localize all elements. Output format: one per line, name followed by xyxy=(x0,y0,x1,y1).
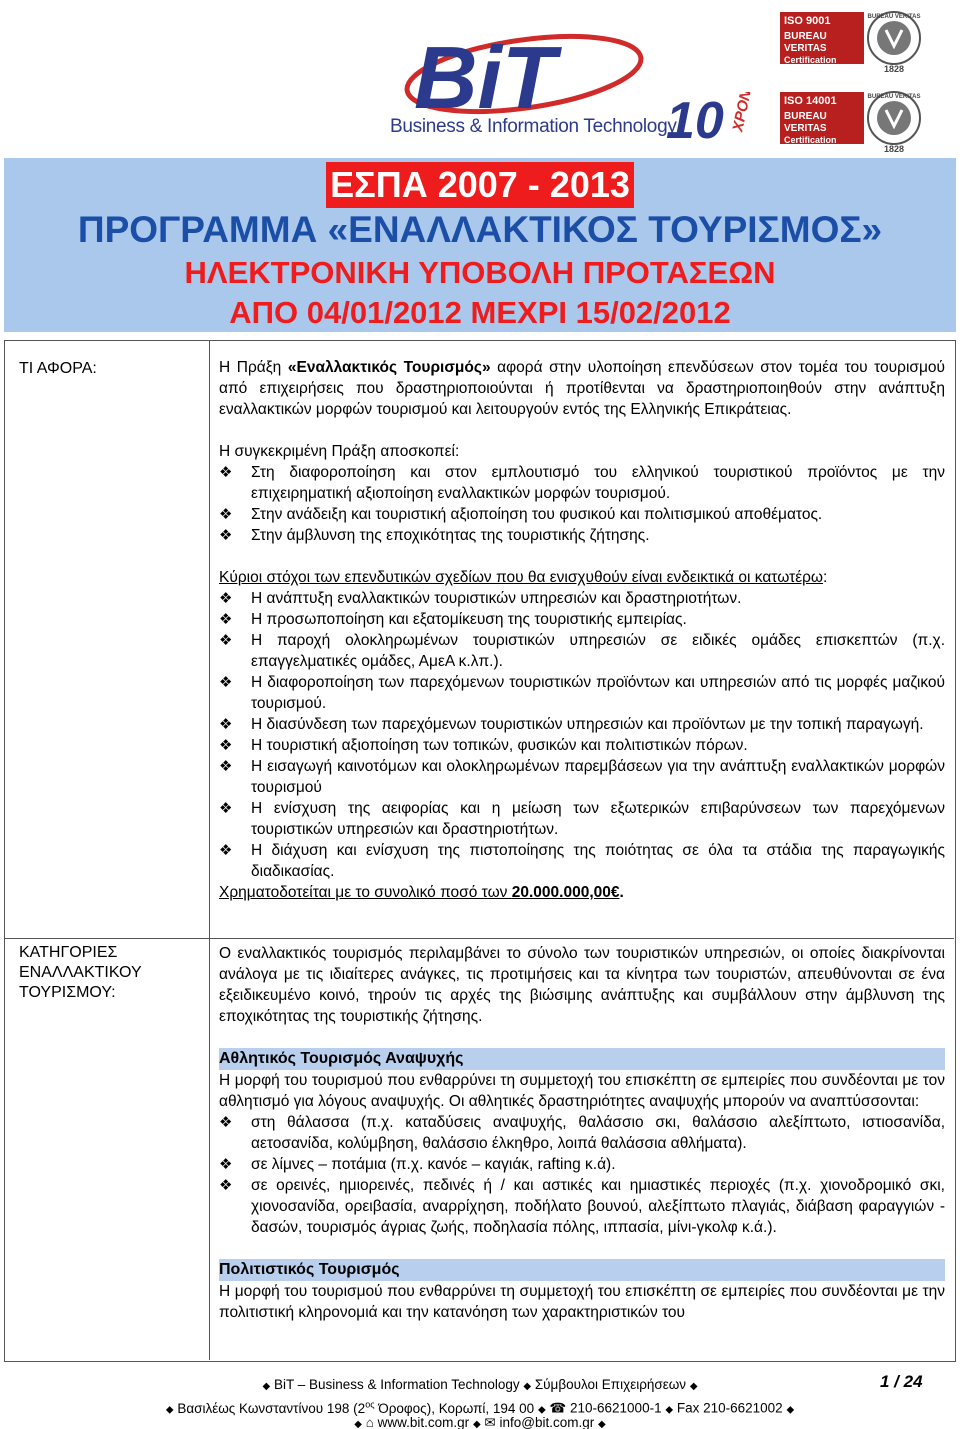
list-item: ❖ Η προσωποποίηση και εξατομίκευση της τουριστικής εμπειρίας. xyxy=(219,611,687,628)
four-diamond-bullet-icon: ❖ xyxy=(219,506,233,523)
list-item: ❖ σε λίμνες – ποτάμια (π.χ. κανόε – καγιάκ, rafting κ.ά). xyxy=(219,1156,616,1173)
four-diamond-bullet-icon: ❖ xyxy=(219,716,233,733)
footer-email-link[interactable]: info@bit.com.gr xyxy=(499,1415,595,1429)
years-word: ΧΡΟΝΙΑ xyxy=(729,92,758,134)
diamond-separator-icon: ◆ xyxy=(665,1404,674,1416)
globe-house-icon: ⌂ xyxy=(365,1415,374,1429)
bit-wordmark: BiT xyxy=(414,28,556,120)
cultural-tourism-heading: Πολιτιστικός Τουρισμός xyxy=(219,1259,945,1281)
footer-services: Σύμβουλοι Επιχειρήσεων xyxy=(534,1377,687,1392)
four-diamond-bullet-icon: ❖ xyxy=(219,1177,233,1194)
row-divider xyxy=(5,938,954,939)
list-item: ❖ Στην ανάδειξη και τουριστική αξιοποίηση του φυσικού και πολιτισμικού αποθέματος. xyxy=(219,506,823,523)
cert-code: ISO 14001 xyxy=(784,95,837,107)
sport-tourism-heading: Αθλητικός Τουρισμός Αναψυχής xyxy=(219,1048,945,1070)
iso-9001-certificate xyxy=(780,12,922,72)
footer-phone: 210-6621000-1 xyxy=(570,1400,662,1416)
column-divider xyxy=(209,341,210,1360)
diamond-separator-icon: ◆ xyxy=(537,1404,546,1416)
program-title: ΠΡΟΓΡΑΜΜΑ «ΕΝΑΛΛΑΚΤΙΚΟΣ ΤΟΥΡΙΣΜΟΣ» xyxy=(77,209,883,250)
cert-name: BUREAU VERITAS xyxy=(784,111,827,134)
program-banner xyxy=(4,158,956,332)
footer-web-link[interactable]: www.bit.com.gr xyxy=(377,1415,470,1429)
list-item: ❖ Η παροχή ολοκληρωμένων τουριστικών υπηρεσιών σε ειδικές ομάδες επισκεπτών (π.χ. επαγγελματικές ομάδες, ΑμεΑ κ.λπ.). xyxy=(219,632,945,670)
diamond-separator-icon: ◆ xyxy=(262,1381,271,1392)
ten-years-logo xyxy=(666,92,776,142)
sport-tourism-text: Η μορφή του τουρισμού που ενθαρρύνει τη συμμετοχή του επισκέπτη σε εμπειρίες που συνδέονται με τον αθλητισμό για λόγους αναψυχής. Οι αθλητικές δραστηριότητες αναψυχής μπορούν να αναπτύσσονται: xyxy=(219,1072,945,1110)
seal-text: BUREAU VERITAS xyxy=(867,94,921,100)
list-item: ❖ Η ανάπτυξη εναλλακτικών τουριστικών υπηρεσιών και δραστηριοτήτων. xyxy=(219,590,742,607)
label-categories: ΚΑΤΗΓΟΡΙΕΣ ΕΝΑΛΛΑΚΤΙΚΟΥ ΤΟΥΡΙΣΜΟΥ: xyxy=(19,944,142,1001)
four-diamond-bullet-icon: ❖ xyxy=(219,527,233,544)
seal-year: 1828 xyxy=(883,64,905,74)
diamond-separator-icon: ◆ xyxy=(354,1419,362,1429)
submission-title: ΗΛΕΚΤΡΟΝΙΚΗ ΥΠΟΒΟΛΗ ΠΡΟΤΑΣΕΩΝ xyxy=(184,255,776,290)
cultural-tourism-text: Η μορφή του τουρισμού που ενθαρρύνει τη συμμετοχή του επισκέπτη σε εμπειρίες που συνδέονται με την πολιτιστική κληρονομιά και την κατανόηση των χαρακτηριστικών του xyxy=(219,1283,945,1321)
four-diamond-bullet-icon: ❖ xyxy=(219,611,233,628)
cert-badge xyxy=(780,12,864,64)
list-item: ❖ σε ορεινές, ημιορεινές, πεδινές ή / και αστικές και ημιαστικές περιοχές (π.χ. χιονοδρομικό σκι, χιονοσανίδα, ορειβασία, αναρρίχηση, ποδήλατο βουνού, αλεξίπτωτο πλαγιάς, διάβαση φαραγγιών - δασών, τουρισμός άγριας ζωής, ποδηλασία πόλης, ιππασία, μίνι-γκολφ κ.ά.). xyxy=(219,1177,945,1236)
submission-dates: ΑΠΟ 04/01/2012 ΜΕΧΡΙ 15/02/2012 xyxy=(229,295,731,330)
section-what-it-concerns xyxy=(219,357,945,903)
list-item: ❖ Η διάχυση και ενίσχυση της πιστοποίησης της ποιότητας σε όλα τα στάδια της παραγωγικής διαδικασίας. xyxy=(219,842,945,880)
bureau-veritas-seal-icon xyxy=(866,88,922,154)
diamond-separator-icon: ◆ xyxy=(689,1381,698,1392)
four-diamond-bullet-icon: ❖ xyxy=(219,464,233,481)
four-diamond-bullet-icon: ❖ xyxy=(219,737,233,754)
bit-logo xyxy=(384,22,677,142)
page-number: 1 / 24 xyxy=(880,1372,923,1391)
bureau-veritas-seal-icon xyxy=(866,8,922,74)
diamond-separator-icon: ◆ xyxy=(786,1404,795,1416)
four-diamond-bullet-icon: ❖ xyxy=(219,1156,233,1173)
four-diamond-bullet-icon: ❖ xyxy=(219,758,233,775)
cert-sub: Certification xyxy=(784,135,837,145)
list-item: ❖ Στη διαφοροποίηση και στον εμπλουτισμό του ελληνικού τουριστικού προϊόντος με την επιχειρηματική αξιοποίηση εναλλακτικών μορφών τουρισμού. xyxy=(219,464,945,502)
footer-fax: Fax 210-6621002 xyxy=(676,1400,783,1416)
label-what-it-concerns: ΤΙ ΑΦΟΡΑ: xyxy=(19,360,97,377)
cert-sub: Certification xyxy=(784,55,837,65)
phone-icon: ☎ xyxy=(549,1400,567,1416)
list-item: ❖ Η εισαγωγή καινοτόμων και ολοκληρωμένων παρεμβάσεων για την ανάπτυξη εναλλακτικών μορφών τουρισμού xyxy=(219,758,945,796)
four-diamond-bullet-icon: ❖ xyxy=(219,590,233,607)
list-item: ❖ Η διασύνδεση των παρεχόμενων τουριστικών υπηρεσιών και προϊόντων με την τοπική παραγωγή. xyxy=(219,716,924,733)
intro-paragraph: Η Πράξη «Εναλλακτικός Τουρισμός» αφορά στην υλοποίηση επενδύσεων στον τομέα του τουρισμού από επιχειρήσεις που δραστηριοποιούνται ή προτίθενται να δραστηριοποιηθούν στην ανάπτυξη εναλλακτικών μορφών τουρισμού και λειτουργούν εντός της Ελληνικής Επικράτειας. xyxy=(219,359,945,418)
footer-address: Βασιλέως Κωνσταντίνου 198 ($2^{o\varsigma}$ Όροφος), Κορωπί, 194 00 xyxy=(177,1399,535,1416)
espa-title: ΕΣΠΑ 2007 - 2013 xyxy=(326,162,634,208)
seal-text: BUREAU VERITAS xyxy=(867,14,921,20)
goals-title: Κύριοι στόχοι των επενδυτικών σχεδίων που θα ενισχυθούν είναι ενδεικτικά οι κατωτέρω: xyxy=(219,569,828,586)
iso-14001-certificate xyxy=(780,92,922,152)
four-diamond-bullet-icon: ❖ xyxy=(219,842,233,859)
header-logos xyxy=(0,0,960,158)
goals-list xyxy=(219,588,945,882)
email-icon: ✉ xyxy=(484,1415,496,1429)
bit-tagline: Business & Information Technology xyxy=(390,116,677,137)
diamond-separator-icon: ◆ xyxy=(165,1404,174,1416)
list-item: ❖ στη θάλασσα (π.χ. καταδύσεις αναψυχής, θαλάσσιο σκι, θαλάσσιο αλεξίπτωτο, ιστιοσανίδα, αετοσανίδα, κολύμβηση, θαλάσσιο έλκηθρο, λοιπά θαλάσσια αθλήματα). xyxy=(219,1114,945,1152)
funding-line: Χρηματοδοτείται με το συνολικό ποσό των 20.000.000,00€. xyxy=(219,884,624,901)
bit-logo-mark-icon xyxy=(384,22,646,120)
cert-code: ISO 9001 xyxy=(784,15,831,27)
aims-list xyxy=(219,462,945,546)
cert-name: BUREAU VERITAS xyxy=(784,31,827,54)
four-diamond-bullet-icon: ❖ xyxy=(219,632,233,649)
four-diamond-bullet-icon: ❖ xyxy=(219,800,233,817)
diamond-separator-icon: ◆ xyxy=(472,1419,481,1429)
sport-activities-list xyxy=(219,1112,945,1238)
list-item: ❖ Η διαφοροποίηση των παρεχόμενων τουριστικών προϊόντων και υπηρεσιών από τις μορφές μαζικού τουρισμού. xyxy=(219,674,945,712)
four-diamond-bullet-icon: ❖ xyxy=(219,1114,233,1131)
years-number: 10 xyxy=(666,92,724,142)
footer-company: BiT – Business & Information Technology xyxy=(273,1377,520,1392)
categories-intro: Ο εναλλακτικός τουρισμός περιλαμβάνει το σύνολο των τουριστικών υπηρεσιών, οι οποίες διακρίνονται ανάλογα με τις ιδιαίτερες ανάγκες, τις προτιμήσεις και τα κίνητρα των τουριστών, απευθύνονται σε ένα εξειδικευμένο κοινό, τηρούν τις αρχές της βιώσιμης ανάπτυξης και συμβάλλουν στην άμβλυνση της εποχικότητας της τουριστικής ζήτησης. xyxy=(219,945,945,1025)
seal-year: 1828 xyxy=(883,144,905,154)
list-item: ❖ Στην άμβλυνση της εποχικότητας της τουριστικής ζήτησης. xyxy=(219,527,650,544)
diamond-separator-icon: ◆ xyxy=(598,1419,606,1429)
cert-badge xyxy=(780,92,864,144)
aims-title: Η συγκεκριμένη Πράξη αποσκοπεί: xyxy=(219,443,460,460)
four-diamond-bullet-icon: ❖ xyxy=(219,674,233,691)
diamond-separator-icon: ◆ xyxy=(523,1381,532,1392)
section-categories xyxy=(219,943,945,1323)
list-item: ❖ Η ενίσχυση της αειφορίας και η μείωση των εξωτερικών επιβαρύνσεων των παρεχόμενων τουριστικών υπηρεσιών και δραστηριοτήτων. xyxy=(219,800,945,838)
info-table xyxy=(4,340,956,1362)
list-item: ❖ Η τουριστική αξιοποίηση των τοπικών, φυσικών και πολιτιστικών πόρων. xyxy=(219,737,748,754)
